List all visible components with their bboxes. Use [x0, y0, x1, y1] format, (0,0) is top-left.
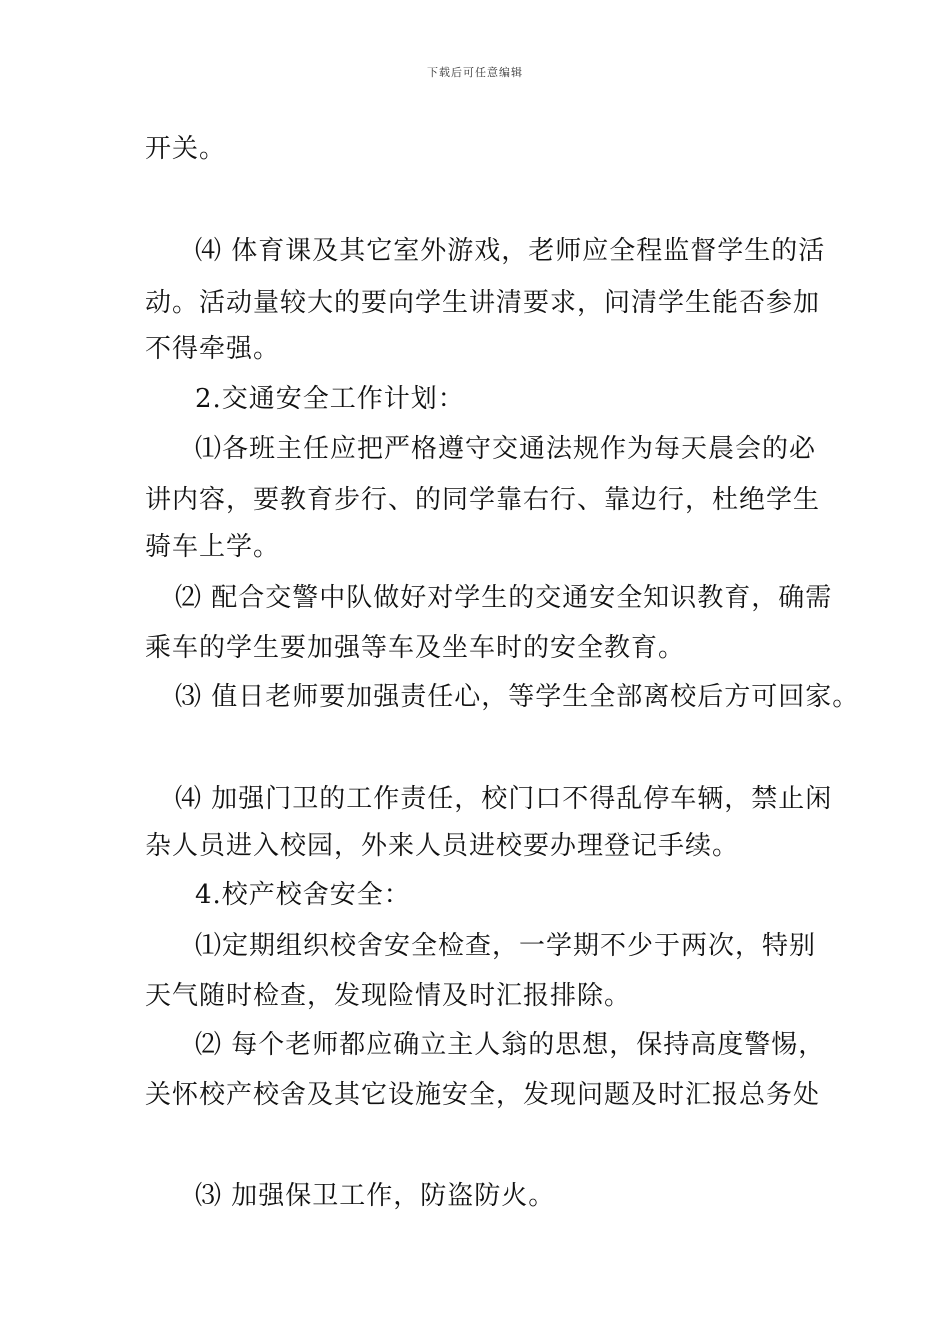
text-line: 讲内容，要教育步行、的同学靠右行、靠边行，杜绝学生 — [145, 485, 821, 515]
text-line: ⑴定期组织校舍安全检查，一学期不少于两次，特别 — [195, 931, 817, 961]
section-heading: 2.交通安全工作计划： — [195, 384, 465, 414]
text-line: ⑵ 配合交警中队做好对学生的交通安全知识教育，确需 — [175, 583, 833, 613]
text-line: 开关。 — [145, 134, 227, 164]
text-line: ⑵ 每个老师都应确立主人翁的思想，保持高度警惕， — [195, 1030, 826, 1060]
text-line: ⑶ 加强保卫工作，防盗防火。 — [195, 1181, 556, 1211]
text-line: 杂人员进入校园，外来人员进校要办理登记手续。 — [145, 831, 740, 861]
page-header: 下载后可任意编辑 — [427, 66, 523, 79]
text-line: ⑴各班主任应把严格遵守交通法规作为每天晨会的必 — [195, 434, 817, 464]
text-line: 骑车上学。 — [145, 532, 281, 562]
text-line: 关怀校产校舍及其它设施安全，发现问题及时汇报总务处 — [145, 1080, 821, 1110]
text-line: 乘车的学生要加强等车及坐车时的安全教育。 — [145, 633, 686, 663]
text-line: 不得牵强。 — [145, 334, 281, 364]
section-heading: 4.校产校舍安全： — [195, 880, 411, 910]
text-line: ⑷ 加强门卫的工作责任，校门口不得乱停车辆，禁止闲 — [175, 784, 833, 814]
text-line: 动。活动量较大的要向学生讲清要求，问清学生能否参加 — [145, 288, 821, 318]
text-line: ⑷ 体育课及其它室外游戏，老师应全程监督学生的活 — [195, 236, 826, 266]
text-line: ⑶ 值日老师要加强责任心，等学生全部离校后方可回家。 — [175, 682, 860, 712]
text-line: 天气随时检查，发现险情及时汇报排除。 — [145, 981, 632, 1011]
